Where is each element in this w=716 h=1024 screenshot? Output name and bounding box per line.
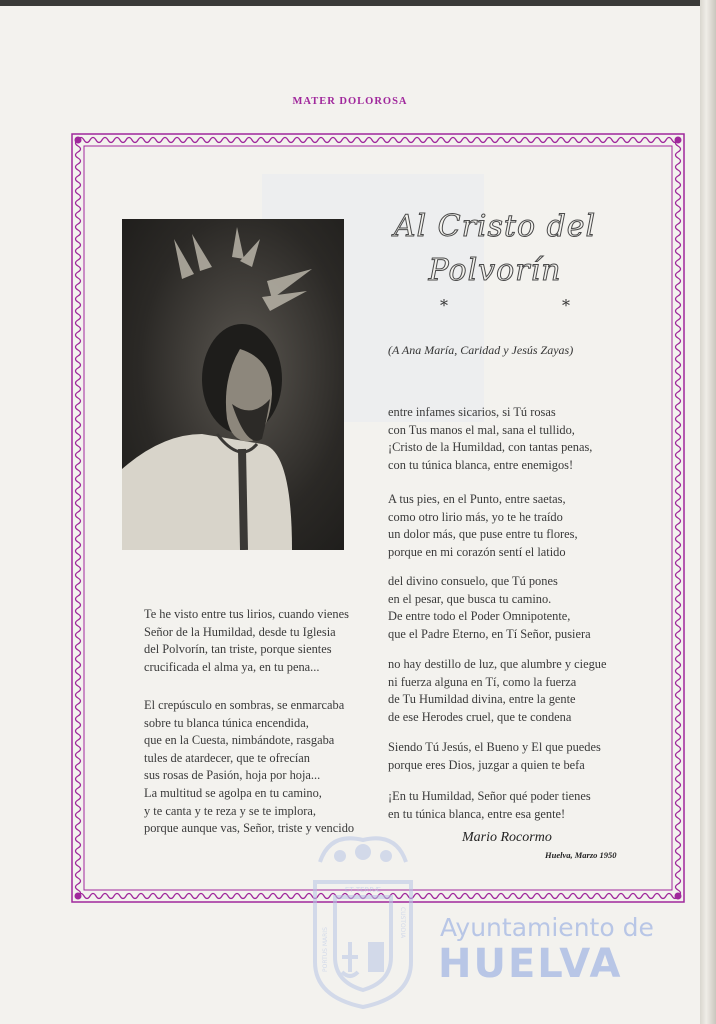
page-edge	[700, 0, 716, 1024]
poem-stanza	[388, 404, 592, 474]
poem-line: que en la Cuesta, nimbándote, rasgaba	[144, 733, 335, 748]
poem-line: como otro lirio más, yo te he traído	[388, 509, 563, 524]
seal-motto-right: CUSTODIA	[399, 907, 406, 939]
title-line-1: Al Cristo del	[393, 209, 597, 244]
poem-line: con tu túnica blanca, entre enemigos!	[388, 457, 574, 472]
place-date: Huelva, Marzo 1950	[545, 850, 617, 860]
poem-line: Siendo Tú Jesús, el Bueno y El que puedes	[388, 740, 601, 754]
poem-stanza	[388, 656, 607, 726]
poem-line: del divino consuelo, que Tú pones	[388, 574, 558, 588]
dedication: (A Ana María, Caridad y Jesús Zayas)	[388, 343, 574, 357]
poem-line: en tu túnica blanca, entre esa gente!	[388, 806, 566, 821]
poem-line: ni fuerza alguna en Tí, como la fuerza	[388, 674, 577, 689]
seal-motto-top: ET TERRÆ	[344, 886, 382, 894]
star-ornament: *	[562, 296, 570, 315]
poem-line: De entre todo el Poder Omnipotente,	[388, 609, 571, 624]
title-stars	[440, 296, 570, 315]
poem-line: no hay destillo de luz, que alumbre y ciegue	[388, 657, 607, 671]
watermark-text-line1: Ayuntamiento de	[440, 913, 654, 942]
poem-line: Te he visto entre tus lirios, cuando vienes	[144, 607, 349, 621]
poem-stanza	[144, 606, 349, 676]
poem-line: crucificada el alma ya, en tu pena...	[144, 659, 320, 674]
poem-line: sobre tu blanca túnica encendida,	[144, 715, 309, 730]
poem-line: tules de atardecer, que te ofrecían	[144, 750, 310, 765]
poem-line: que el Padre Eterno, en Tí Señor, pusiera	[388, 626, 591, 641]
poem-line: A tus pies, en el Punto, entre saetas,	[388, 492, 566, 506]
poem-stanza	[388, 788, 591, 823]
poem-stanza	[388, 739, 601, 774]
poem-stanza	[388, 573, 591, 643]
poem-stanza	[388, 491, 578, 561]
poem-title	[370, 205, 620, 293]
poem-line: con Tus manos el mal, sana el tullido,	[388, 422, 575, 437]
poem-line: ¡Cristo de la Humildad, con tantas penas,	[388, 440, 593, 455]
poem-line: sus rosas de Pasión, hoja por hoja...	[144, 768, 321, 783]
seal-motto-left: PORTUS MARIS	[322, 927, 329, 972]
poem-line: porque en mi corazón sentí el latido	[388, 544, 566, 559]
poem-line: y te canta y te reza y se te implora,	[144, 803, 317, 818]
watermark-text-line2: HUELVA	[438, 941, 623, 987]
poem-line: Señor de la Humildad, desde tu Iglesia	[144, 624, 336, 639]
poem-line: de ese Herodes cruel, que te condena	[388, 709, 572, 724]
poem-line: un dolor más, que puse entre tu flores,	[388, 527, 578, 542]
poem-line: La multitud se agolpa en tu camino,	[144, 785, 322, 800]
poem-line: entre infames sicarios, si Tú rosas	[388, 405, 556, 419]
poem-line: porque eres Dios, juzgar a quien te befa	[388, 757, 585, 772]
poem-line: del Polvorín, tan triste, porque sientes	[144, 642, 332, 657]
poem-line: porque aunque vas, Señor, triste y vencido	[144, 821, 355, 836]
author-signature: Mario Rocormo	[462, 830, 552, 845]
poem-line: ¡En tu Humildad, Señor qué poder tienes	[388, 789, 591, 803]
poem-stanza	[144, 697, 354, 838]
title-line-2: Polvorín	[428, 253, 562, 288]
city-seal-watermark	[300, 822, 426, 1012]
christ-photo	[122, 219, 344, 550]
page-header: MATER DOLOROSA	[292, 96, 408, 107]
poem-line: El crepúsculo en sombras, se enmarcaba	[144, 698, 345, 712]
star-ornament: *	[440, 296, 448, 315]
poem-line: en el pesar, que busca tu camino.	[388, 591, 552, 606]
poem-line: de Tu Humildad divina, entre la gente	[388, 692, 576, 707]
